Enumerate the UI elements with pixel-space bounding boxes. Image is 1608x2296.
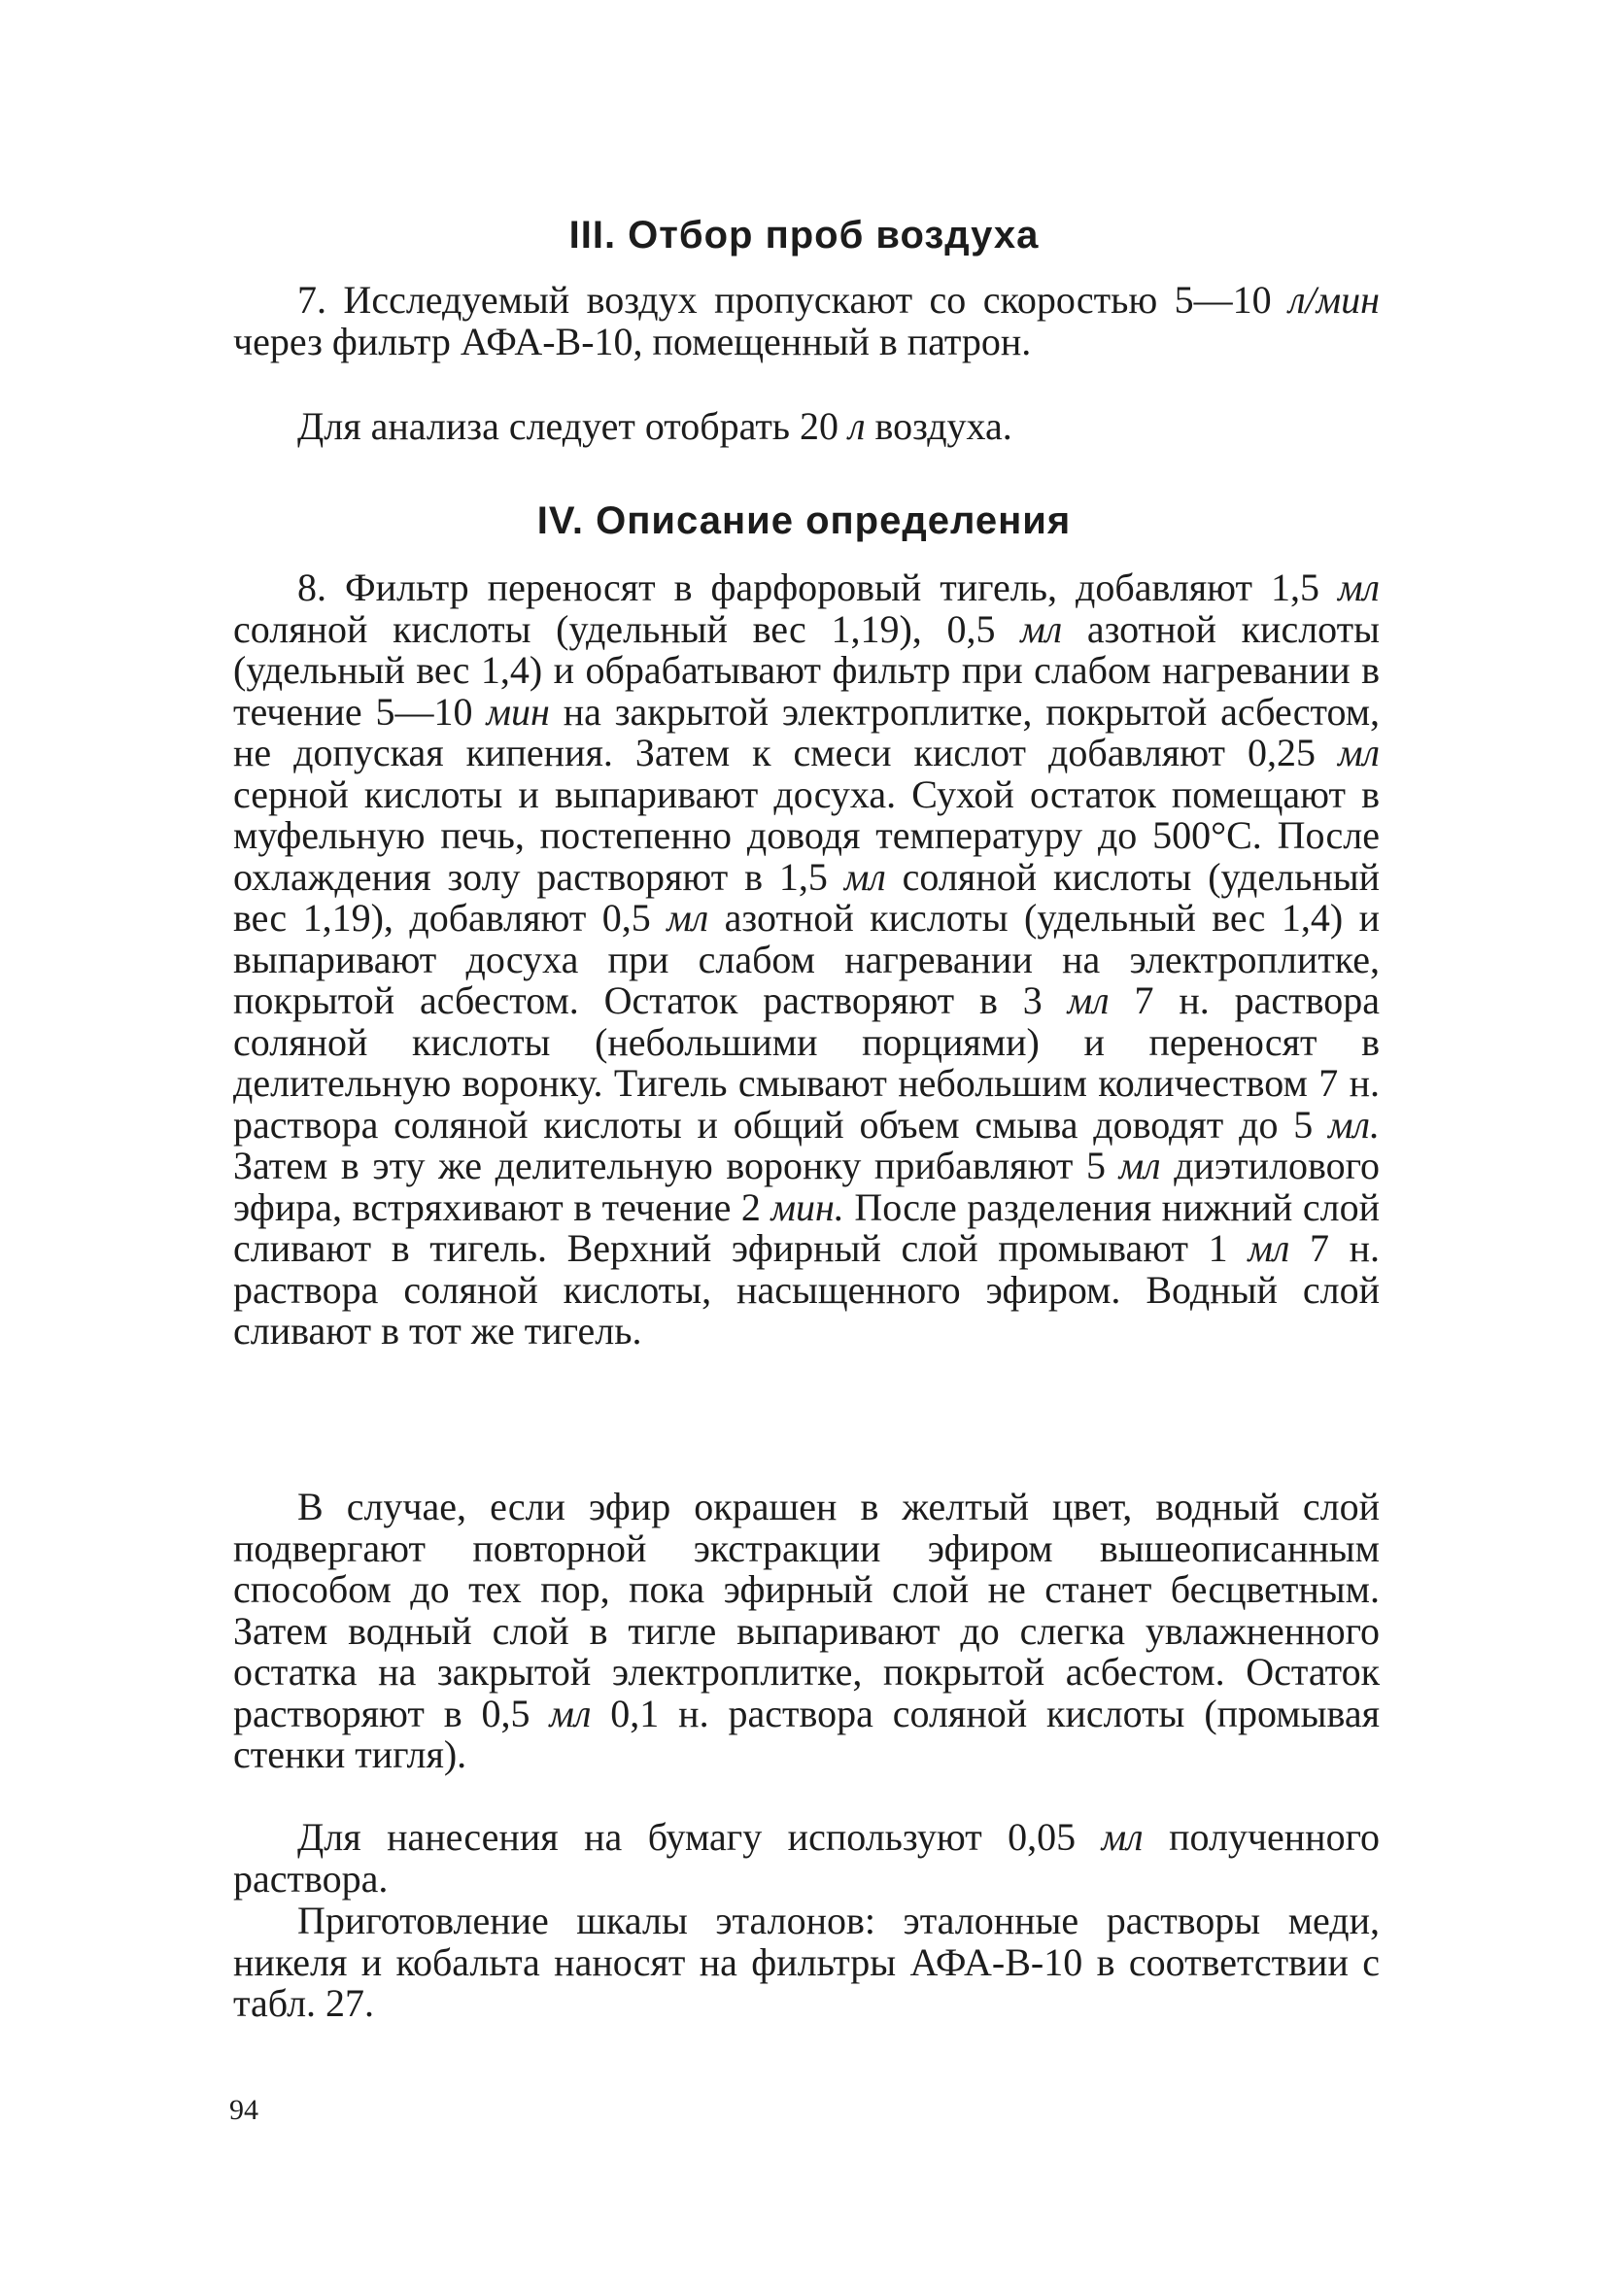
unit-abbreviation: мл bbox=[1338, 731, 1380, 774]
text-run: После разделения нижний слой сливают в тигель. Верхний эфирный слой промывают 1 bbox=[233, 1184, 1380, 1270]
text-run: 7. Исследуемый воздух пропускают со скоростью 5—10 bbox=[297, 278, 1289, 322]
text-run: соляной кислоты (удельный вес 1,19), 0,5 bbox=[233, 606, 1021, 651]
section-heading-air-sampling: III. Отбор проб воздуха bbox=[568, 214, 1040, 257]
text-run: 7 н. раствора соляной кислоты (небольшими порциями) и переносят в делительную воронку. Тигель смывают небольшим количеством 7 н. раствора соляной кислоты и общий объем смыва доводят до 5 bbox=[233, 978, 1380, 1147]
text-run: 0,1 н. раствора соляной кислоты (промывая стенки тигля). bbox=[233, 1691, 1380, 1776]
text-run: Для анализа следует отобрать 20 bbox=[297, 404, 849, 448]
unit-abbreviation: мл bbox=[1118, 1144, 1161, 1187]
text-run: соляной кислоты (удельный вес 1,19), добавляют 0,5 bbox=[233, 854, 1381, 940]
text-run: 7 н. раствора соляной кислоты, насыщенного эфиром. Водный слой сливают в тот же тигель. bbox=[233, 1226, 1381, 1353]
paragraph-sample-volume bbox=[233, 406, 1380, 448]
unit-abbreviation: л/мин bbox=[1288, 278, 1380, 322]
section-heading-procedure: IV. Описание определения bbox=[536, 499, 1072, 542]
text-run: азотной кислоты (удельный вес 1,4) и выпаривают досуха при слабом нагревании на электроплитке, покрытой асбестом. Остаток растворяют в 3 bbox=[233, 896, 1380, 1022]
paragraph-standards-scale bbox=[233, 1901, 1380, 2025]
text-run: через фильтр АФА-В-10, помещенный в патрон. bbox=[233, 319, 1032, 363]
text-run: Затем в эту же делительную воронку прибавляют 5 bbox=[233, 1144, 1119, 1187]
paragraph-paper-application bbox=[233, 1817, 1380, 1900]
unit-abbreviation: мл bbox=[549, 1691, 592, 1735]
page-number: 94 bbox=[229, 2094, 258, 2126]
text-run: диэтилового эфира, встряхивают в течение 2 bbox=[233, 1144, 1381, 1229]
unit-abbreviation: мл bbox=[667, 896, 709, 940]
unit-abbreviation: мин bbox=[486, 689, 550, 734]
text-run: на закрытой электроплитке, покрытой асбестом, не допуская кипения. Затем к смеси кислот добавляют 0,25 bbox=[233, 689, 1381, 774]
unit-abbreviation: мл bbox=[1020, 606, 1063, 651]
unit-abbreviation: мин. bbox=[770, 1184, 844, 1229]
unit-abbreviation: мл bbox=[843, 854, 886, 899]
unit-abbreviation: мл bbox=[1067, 978, 1110, 1022]
paragraph-procedure-main bbox=[233, 567, 1380, 1353]
unit-abbreviation: мл. bbox=[1328, 1102, 1380, 1147]
paragraph-repeat-extraction bbox=[233, 1487, 1380, 1776]
paragraph-sampling-rate bbox=[233, 280, 1380, 362]
text-run: 8. Фильтр переносят в фарфоровый тигель, добавляют 1,5 bbox=[297, 565, 1339, 609]
unit-abbreviation: л bbox=[848, 404, 866, 448]
text-run: азотной кислоты (удельный вес 1,4) и обрабатывают фильтр при слабом нагревании в течение 5—10 bbox=[233, 606, 1380, 734]
text-run: Приготовление шкалы эталонов: эталонные растворы меди, никеля и кобальта наносят на фильтры АФА-В-10 в соответствии с табл. 27. bbox=[233, 1899, 1380, 2025]
text-run: Для нанесения на бумагу используют 0,05 bbox=[297, 1815, 1102, 1859]
text-run: воздуха. bbox=[865, 404, 1012, 448]
text-run: В случае, если эфир окрашен в желтый цвет, водный слой подвергают повторной экстракции эфиром вышеописанным способом до тех пор, пока эфирный слой не станет бесцветным. Затем водный слой в тигле выпаривают до слегка увлажненного остатка на закрытой электроплитке, покрытой асбестом. Остаток растворяют в 0,5 bbox=[233, 1485, 1380, 1735]
unit-abbreviation: мл bbox=[1338, 565, 1380, 609]
unit-abbreviation: мл bbox=[1248, 1226, 1290, 1270]
text-run: полученного раствора. bbox=[233, 1815, 1381, 1901]
text-run: серной кислоты и выпаривают досуха. Сухой остаток помещают в муфельную печь, постепенно доводя температуру до 500°С. После охлаждения золу растворяют в 1,5 bbox=[233, 771, 1380, 899]
unit-abbreviation: мл bbox=[1101, 1815, 1144, 1859]
